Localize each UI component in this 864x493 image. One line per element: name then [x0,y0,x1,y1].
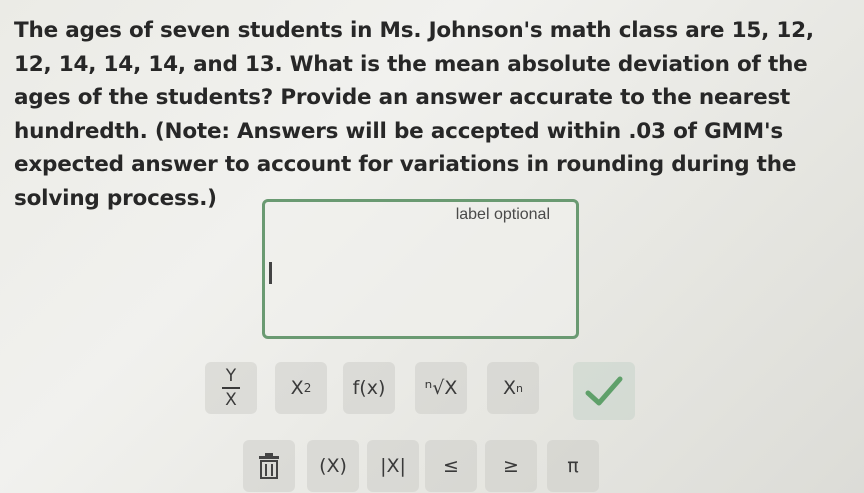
less-equal-label: ≤ [443,455,459,477]
exponent-power: 2 [303,381,312,395]
exponent-base: X [290,377,304,399]
fraction-numerator: Y [225,366,237,386]
absolute-value-label: |X| [380,455,406,477]
pi-button[interactable] [547,440,599,492]
check-button[interactable] [573,362,635,420]
exponent-button[interactable] [275,362,327,414]
pi-label: π [567,455,579,477]
nth-root-label: ⁿ√X [424,377,458,399]
question-text: The ages of seven students in Ms. Johnson's math class are 15, 12, 12, 14, 14, 14, and 13. What is the mean absolute deviation of the ages of the students? Provide an answer accurate to the nearest hundredth. (Note: Answers will be accepted within .03 of GMM's expected answer to account for variations in rounding during the solving process.) [14,18,814,211]
fraction-denominator: X [225,390,237,410]
parentheses-label: (X) [319,455,347,477]
answer-label: label optional [455,206,550,223]
trash-icon [256,452,282,480]
answer-input[interactable] [265,250,576,290]
trash-button[interactable] [243,440,295,492]
fraction-bar [222,387,240,389]
subscript-index: n [516,381,523,395]
function-label: f(x) [352,377,386,399]
subscript-button[interactable] [487,362,539,414]
subscript-base: X [502,377,517,399]
parentheses-button[interactable] [307,440,359,492]
function-button[interactable] [343,362,395,414]
text-cursor [269,262,272,284]
greater-equal-label: ≥ [503,455,519,477]
answer-box[interactable] [262,199,579,339]
check-icon [582,373,626,409]
fraction-button[interactable] [205,362,257,414]
greater-equal-button[interactable] [485,440,537,492]
absolute-value-button[interactable] [367,440,419,492]
nth-root-button[interactable] [415,362,467,414]
less-equal-button[interactable] [425,440,477,492]
